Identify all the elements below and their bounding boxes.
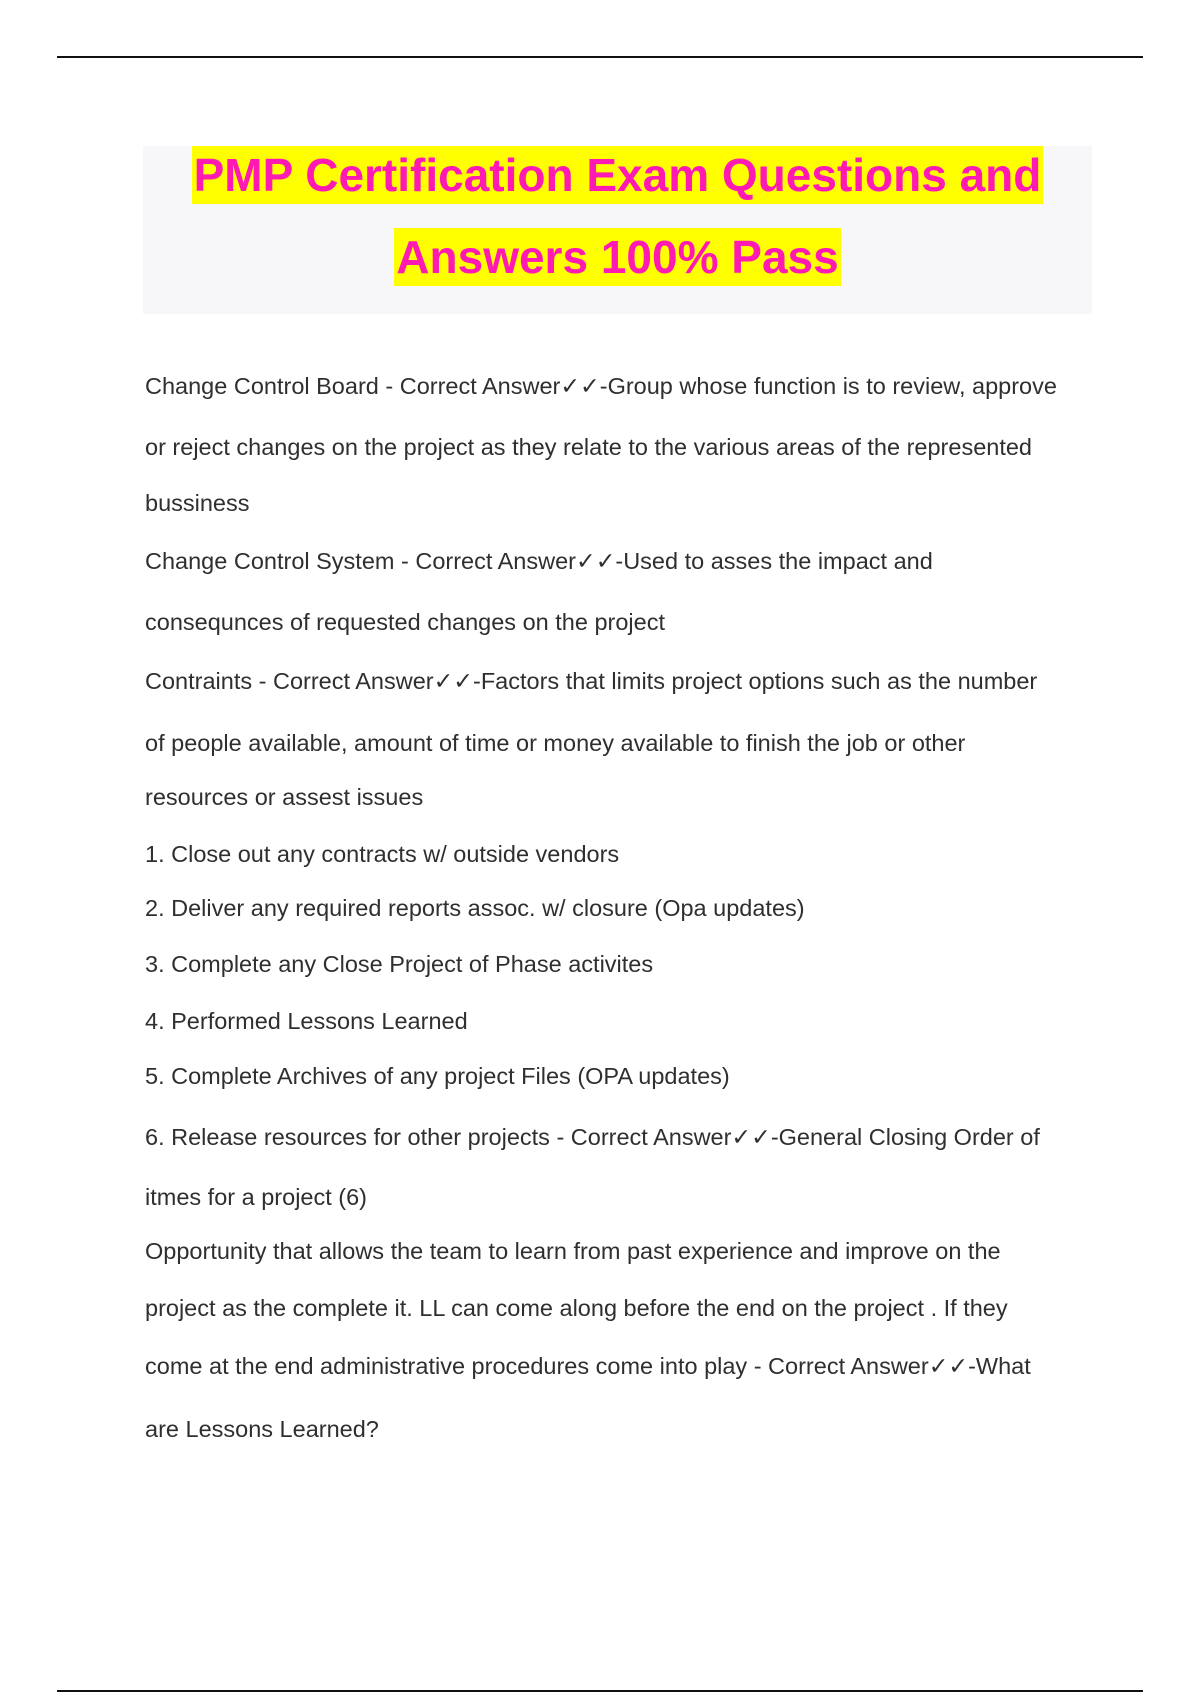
bottom-rule: [57, 1690, 1143, 1692]
title-highlight-1: PMP Certification Exam Questions and: [192, 146, 1044, 204]
list-item: 2. Deliver any required reports assoc. w/ closure (Opa updates): [145, 895, 805, 921]
text-line: are Lessons Learned?: [145, 1416, 379, 1442]
top-rule: [57, 56, 1143, 58]
list-item: 4. Performed Lessons Learned: [145, 1008, 468, 1034]
text-line: project as the complete it. LL can come along before the end on the project . If they: [145, 1295, 1008, 1321]
document-title-line-2: [143, 228, 1092, 286]
text-line: Change Control Board - Correct Answer✓✓-Group whose function is to review, approve: [145, 373, 1057, 399]
text-line: or reject changes on the project as they relate to the various areas of the represented: [145, 434, 1032, 460]
text-line: Contraints - Correct Answer✓✓-Factors that limits project options such as the number: [145, 668, 1038, 694]
text-line: bussiness: [145, 490, 250, 516]
list-item: 3. Complete any Close Project of Phase activites: [145, 951, 654, 977]
text-line: consequnces of requested changes on the project: [145, 609, 665, 635]
title-highlight-2: Answers 100% Pass: [394, 228, 840, 286]
title-panel: [143, 146, 1092, 314]
text-line: Opportunity that allows the team to learn from past experience and improve on the: [145, 1238, 1001, 1264]
list-item: 1. Close out any contracts w/ outside vendors: [145, 841, 620, 867]
text-line: itmes for a project (6): [145, 1184, 368, 1210]
document-title-line-1: [143, 146, 1092, 204]
list-item: 5. Complete Archives of any project Files (OPA updates): [145, 1063, 730, 1089]
text-line: of people available, amount of time or money available to finish the job or other: [145, 730, 966, 756]
text-line: resources or assest issues: [145, 784, 424, 810]
text-line: Change Control System - Correct Answer✓✓-Used to asses the impact and: [145, 548, 933, 574]
text-line: come at the end administrative procedures come into play - Correct Answer✓✓-What: [145, 1353, 1031, 1379]
list-item: 6. Release resources for other projects - Correct Answer✓✓-General Closing Order of: [145, 1124, 1040, 1150]
